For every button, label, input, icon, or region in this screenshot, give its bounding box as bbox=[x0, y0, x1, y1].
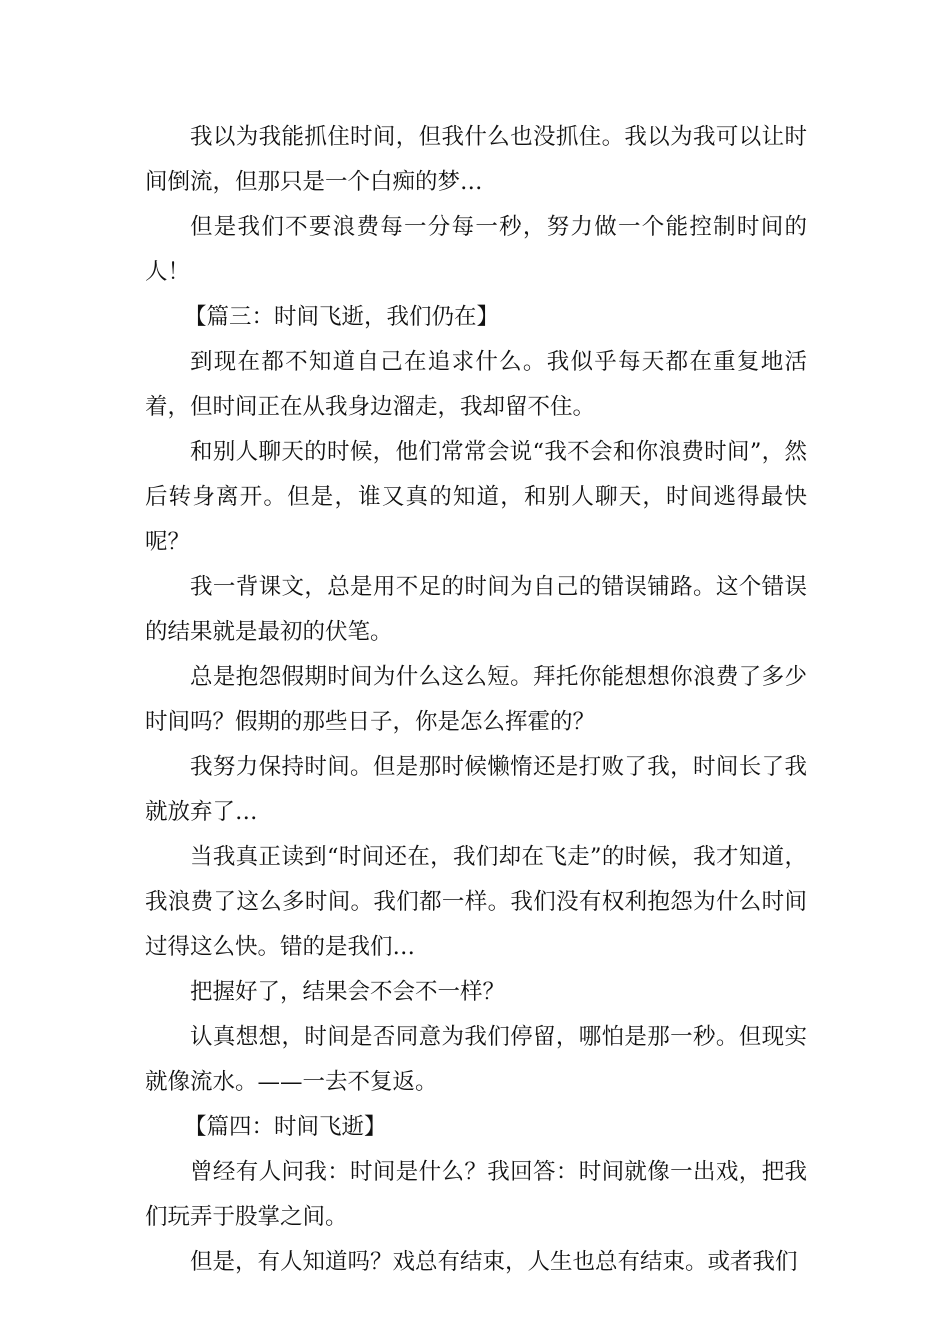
paragraph: 总是抱怨假期时间为什么这么短。拜托你能想想你浪费了多少时间吗？假期的那些日子，你是怎么挥霍的？ bbox=[145, 664, 807, 735]
paragraph: 到现在都不知道自己在追求什么。我似乎每天都在重复地活着，但时间正在从我身边溜走，我却留不住。 bbox=[145, 349, 807, 420]
paragraph: 曾经有人问我：时间是什么？我回答：时间就像一出戏，把我们玩弄于股掌之间。 bbox=[145, 1159, 807, 1230]
section-heading: 【篇三：时间飞逝，我们仍在】 bbox=[184, 304, 500, 330]
paragraph: 当我真正读到“时间还在，我们却在飞走”的时候，我才知道，我浪费了这么多时间。我们都一样。我们没有权利抱怨为什么时间过得这么快。错的是我们… bbox=[145, 844, 807, 960]
paragraph: 我努力保持时间。但是那时候懒惰还是打败了我，时间长了我就放弃了… bbox=[145, 754, 807, 825]
paragraph: 和别人聊天的时候，他们常常会说“我不会和你浪费时间”，然后转身离开。但是，谁又真的知道，和别人聊天，时间逃得最快呢？ bbox=[145, 439, 807, 555]
document-body bbox=[145, 115, 807, 1285]
section-heading: 【篇四：时间飞逝】 bbox=[184, 1114, 387, 1140]
paragraph: 我以为我能抓住时间，但我什么也没抓住。我以为我可以让时间倒流，但那只是一个白痴的梦… bbox=[145, 124, 807, 195]
paragraph: 但是我们不要浪费每一分每一秒，努力做一个能控制时间的人！ bbox=[145, 214, 807, 285]
paragraph: 但是，有人知道吗？戏总有结束，人生也总有结束。或者我们 bbox=[190, 1249, 798, 1275]
paragraph: 把握好了，结果会不会不一样？ bbox=[190, 979, 506, 1005]
paragraph: 认真想想，时间是否同意为我们停留，哪怕是那一秒。但现实就像流水。——一去不复返。 bbox=[145, 1024, 807, 1095]
paragraph: 我一背课文，总是用不足的时间为自己的错误铺路。这个错误的结果就是最初的伏笔。 bbox=[145, 574, 807, 645]
